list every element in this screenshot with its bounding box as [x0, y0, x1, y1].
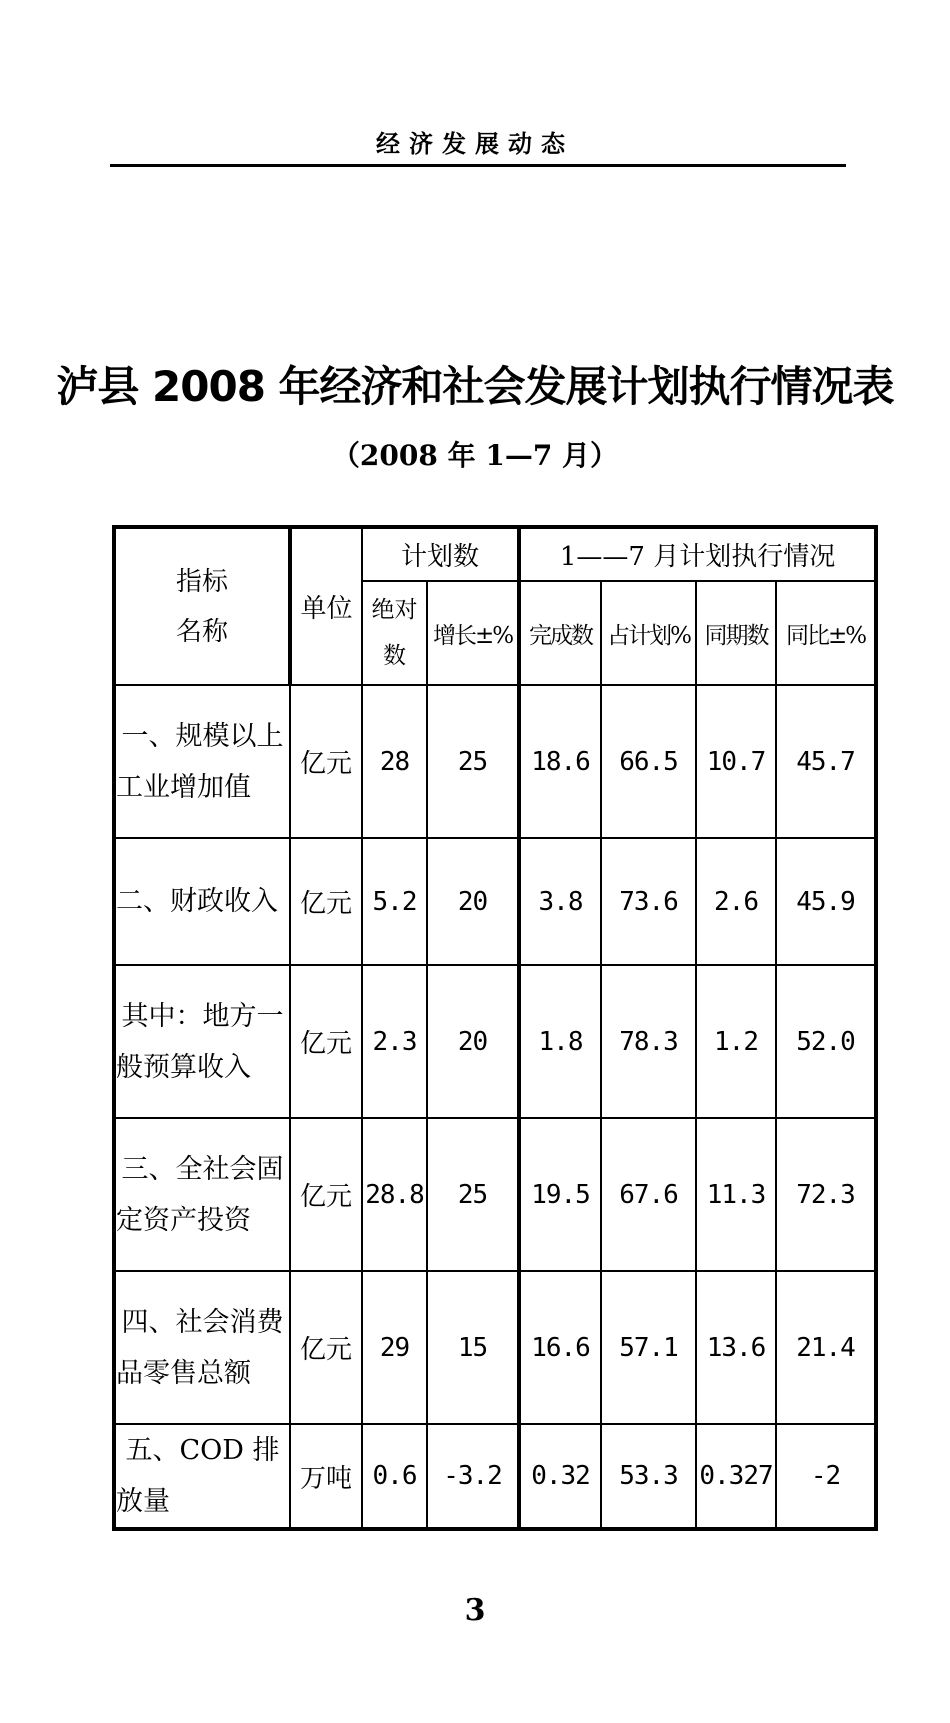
plan-absolute-cell: 5.2 — [362, 838, 427, 965]
header-indicator: 指标 名称 — [114, 527, 290, 685]
header-pct-of-plan: 占计划% — [601, 581, 696, 685]
plan-growth-cell: -3.2 — [427, 1424, 519, 1529]
indicator-name: 二、财政收入 — [114, 838, 290, 965]
page-number: 3 — [464, 1593, 486, 1628]
plan-absolute-cell: 2.3 — [362, 965, 427, 1118]
same-period-cell: 0.327 — [696, 1424, 776, 1529]
header-exec-group: 1——7 月计划执行情况 — [519, 527, 876, 581]
unit-cell: 亿元 — [290, 965, 362, 1118]
unit-cell: 亿元 — [290, 1118, 362, 1271]
pct-of-plan-cell: 53.3 — [601, 1424, 696, 1529]
completed-cell: 16.6 — [519, 1271, 601, 1424]
pct-of-plan-cell: 78.3 — [601, 965, 696, 1118]
same-period-cell: 13.6 — [696, 1271, 776, 1424]
pct-of-plan-cell: 73.6 — [601, 838, 696, 965]
table-row — [114, 1118, 876, 1271]
indicator-name: 其中：地方一般预算收入 — [114, 965, 290, 1118]
same-period-cell: 1.2 — [696, 965, 776, 1118]
header-plan-group: 计划数 — [362, 527, 519, 581]
header-plan-absolute: 绝对 数 — [362, 581, 427, 685]
completed-cell: 1.8 — [519, 965, 601, 1118]
yoy-cell: 72.3 — [776, 1118, 876, 1271]
yoy-cell: 45.7 — [776, 685, 876, 838]
pct-of-plan-cell: 57.1 — [601, 1271, 696, 1424]
header-yoy: 同比±% — [776, 581, 876, 685]
plan-growth-cell: 25 — [427, 685, 519, 838]
indicator-name: 四、社会消费品零售总额 — [114, 1271, 290, 1424]
plan-absolute-cell: 29 — [362, 1271, 427, 1424]
plan-growth-cell: 15 — [427, 1271, 519, 1424]
unit-cell: 万吨 — [290, 1424, 362, 1529]
unit-cell: 亿元 — [290, 685, 362, 838]
indicator-name: 五、COD 排放量 — [114, 1424, 290, 1529]
document-subtitle: （2008 年 1—7 月） — [331, 439, 619, 472]
pct-of-plan-cell: 66.5 — [601, 685, 696, 838]
table-row — [114, 838, 876, 965]
plan-absolute-cell: 0.6 — [362, 1424, 427, 1529]
completed-cell: 18.6 — [519, 685, 601, 838]
header-same-period: 同期数 — [696, 581, 776, 685]
header-plan-growth: 增长±% — [427, 581, 519, 685]
indicator-name: 一、规模以上工业增加值 — [114, 685, 290, 838]
plan-growth-cell: 20 — [427, 838, 519, 965]
plan-absolute-cell: 28.8 — [362, 1118, 427, 1271]
table-row — [114, 1271, 876, 1424]
table-row — [114, 685, 876, 838]
same-period-cell: 11.3 — [696, 1118, 776, 1271]
yoy-cell: 45.9 — [776, 838, 876, 965]
completed-cell: 3.8 — [519, 838, 601, 965]
yoy-cell: 52.0 — [776, 965, 876, 1118]
table-row — [114, 965, 876, 1118]
indicator-name: 三、全社会固定资产投资 — [114, 1118, 290, 1271]
same-period-cell: 2.6 — [696, 838, 776, 965]
document-title: 泸县 2008 年经济和社会发展计划执行情况表 — [56, 362, 894, 411]
pct-of-plan-cell: 67.6 — [601, 1118, 696, 1271]
same-period-cell: 10.7 — [696, 685, 776, 838]
plan-execution-table — [112, 525, 878, 1531]
unit-cell: 亿元 — [290, 1271, 362, 1424]
yoy-cell: -2 — [776, 1424, 876, 1529]
plan-growth-cell: 25 — [427, 1118, 519, 1271]
unit-cell: 亿元 — [290, 838, 362, 965]
yoy-cell: 21.4 — [776, 1271, 876, 1424]
plan-growth-cell: 20 — [427, 965, 519, 1118]
plan-absolute-cell: 28 — [362, 685, 427, 838]
table-row — [114, 1424, 876, 1529]
header-unit: 单位 — [290, 527, 362, 685]
running-head: 经济发展动态 — [376, 129, 574, 158]
completed-cell: 19.5 — [519, 1118, 601, 1271]
completed-cell: 0.32 — [519, 1424, 601, 1529]
header-rule — [110, 164, 846, 167]
header-completed: 完成数 — [519, 581, 601, 685]
